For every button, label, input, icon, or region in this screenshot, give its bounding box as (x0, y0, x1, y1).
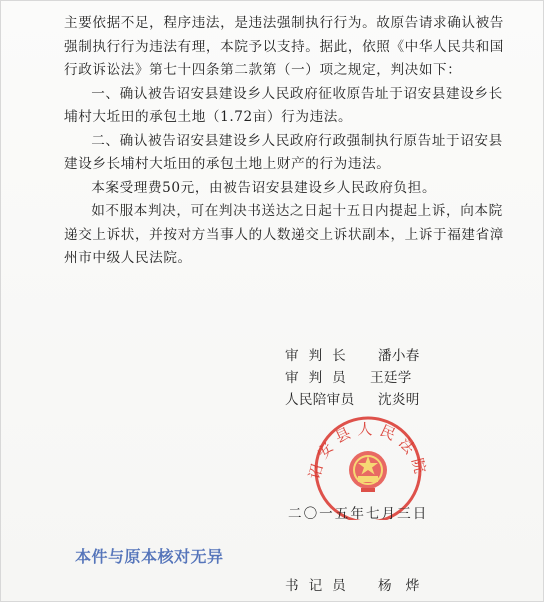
juror-role: 人民陪审员 (285, 392, 355, 408)
signature-clerk (285, 574, 433, 594)
seal-text: 诏安县人民法院 (305, 420, 431, 482)
judgment-body (64, 12, 512, 271)
presiding-judge-role: 审判长 (285, 348, 356, 364)
paragraph-reasoning: 主要依据不足，程序违法，是违法强制执行行为。故原告请求确认被告强制执行行为违法有理，本院予以支持。据此，依照《中华人民共和国行政诉讼法》第七十四条第二款第（一）项之规定，判决如下： (64, 15, 505, 78)
clerk-role: 书记员 (285, 578, 356, 594)
national-emblem-icon (349, 451, 387, 492)
clerk-name: 杨烨 (378, 578, 434, 594)
judgment-date: 二〇一五年七月三日 (288, 506, 429, 522)
judge-role: 审判员 (285, 370, 356, 386)
judge-name: 王廷学 (370, 370, 412, 386)
paragraph-ruling-two: 二、确认被告诏安县建设乡人民政府行政强制执行原告址于诏安县建设乡长埔村大坵田的承包土地上财产的行为违法。 (64, 132, 503, 172)
paragraph-court-fee: 本案受理费50元，由被告诏安县建设乡人民政府负担。 (91, 179, 437, 196)
signature-presiding-judge (285, 344, 420, 364)
presiding-judge-name: 潘小春 (378, 348, 420, 364)
paragraph-ruling-one: 一、确认被告诏安县建设乡人民政府征收原告址于诏安县建设乡长埔村大坵田的承包土地（1.72亩）行为违法。 (64, 85, 503, 125)
verification-stamp: 本件与原本核对无异 (75, 547, 224, 566)
juror-name: 沈炎明 (378, 392, 420, 408)
paragraph-appeal-notice: 如不服本判决，可在判决书送达之日起十五日内提起上诉，向本院递交上诉状，并按对方当事人的人数递交上诉状副本，上诉于福建省漳州市中级人民法院。 (64, 203, 505, 266)
signature-judge (285, 366, 412, 386)
